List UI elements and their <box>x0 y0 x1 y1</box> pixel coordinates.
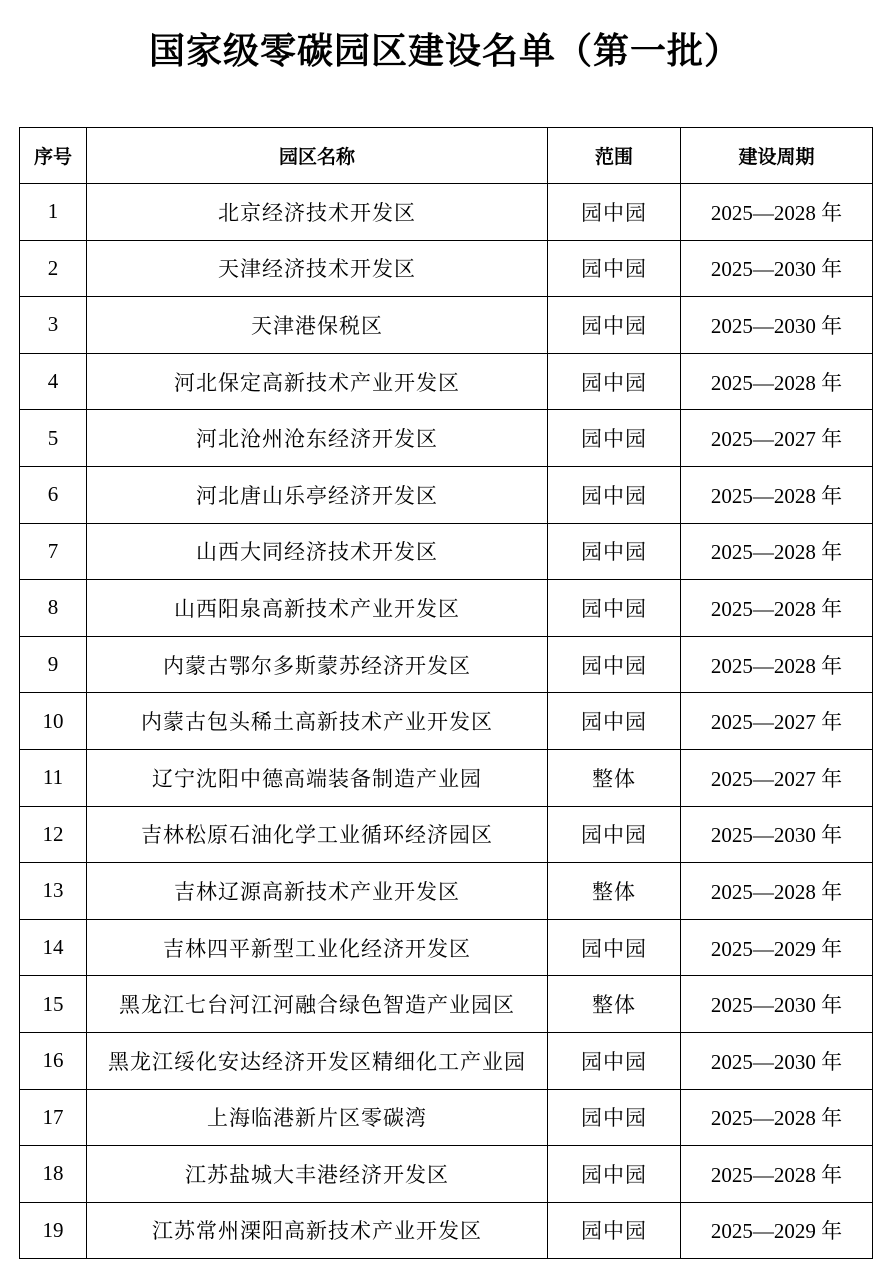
construction-period-cell: 2025—2027 年 <box>681 749 873 806</box>
construction-period-cell: 2025—2028 年 <box>681 580 873 637</box>
scope-cell: 园中园 <box>548 297 681 354</box>
park-name-cell: 河北保定高新技术产业开发区 <box>87 353 548 410</box>
construction-period-cell: 2025—2028 年 <box>681 1089 873 1146</box>
table-row <box>20 806 873 863</box>
scope-cell: 园中园 <box>548 353 681 410</box>
park-name-cell: 江苏盐城大丰港经济开发区 <box>87 1146 548 1203</box>
serial-number-cell: 5 <box>20 410 87 467</box>
construction-period-cell: 2025—2028 年 <box>681 353 873 410</box>
scope-cell: 园中园 <box>548 466 681 523</box>
park-name-cell: 北京经济技术开发区 <box>87 184 548 241</box>
table-row <box>20 693 873 750</box>
park-list-table <box>19 127 873 1259</box>
park-name-cell: 山西阳泉高新技术产业开发区 <box>87 580 548 637</box>
table-row <box>20 410 873 467</box>
construction-period-cell: 2025—2027 年 <box>681 693 873 750</box>
header-construction-period: 建设周期 <box>681 128 873 184</box>
construction-period-cell: 2025—2028 年 <box>681 466 873 523</box>
scope-cell: 园中园 <box>548 410 681 467</box>
page-title: 国家级零碳园区建设名单（第一批） <box>148 31 741 72</box>
scope-cell: 园中园 <box>548 580 681 637</box>
construction-period-cell: 2025—2029 年 <box>681 1202 873 1259</box>
park-name-cell: 内蒙古包头稀土高新技术产业开发区 <box>87 693 548 750</box>
park-name-cell: 上海临港新片区零碳湾 <box>87 1089 548 1146</box>
park-name-cell: 黑龙江绥化安达经济开发区精细化工产业园 <box>87 1032 548 1089</box>
construction-period-cell: 2025—2028 年 <box>681 523 873 580</box>
scope-cell: 园中园 <box>548 184 681 241</box>
scope-cell: 园中园 <box>548 693 681 750</box>
serial-number-cell: 1 <box>20 184 87 241</box>
table-row <box>20 1089 873 1146</box>
construction-period-cell: 2025—2028 年 <box>681 184 873 241</box>
serial-number-cell: 13 <box>20 863 87 920</box>
serial-number-cell: 2 <box>20 240 87 297</box>
serial-number-cell: 7 <box>20 523 87 580</box>
scope-cell: 园中园 <box>548 806 681 863</box>
scope-cell: 园中园 <box>548 1146 681 1203</box>
scope-cell: 园中园 <box>548 1032 681 1089</box>
scope-cell: 园中园 <box>548 636 681 693</box>
table-row <box>20 919 873 976</box>
park-name-cell: 河北沧州沧东经济开发区 <box>87 410 548 467</box>
table-row <box>20 240 873 297</box>
serial-number-cell: 4 <box>20 353 87 410</box>
park-name-cell: 山西大同经济技术开发区 <box>87 523 548 580</box>
park-name-cell: 黑龙江七台河江河融合绿色智造产业园区 <box>87 976 548 1033</box>
construction-period-cell: 2025—2030 年 <box>681 297 873 354</box>
scope-cell: 整体 <box>548 863 681 920</box>
scope-cell: 整体 <box>548 976 681 1033</box>
table-row <box>20 353 873 410</box>
header-park-name: 园区名称 <box>87 128 548 184</box>
serial-number-cell: 10 <box>20 693 87 750</box>
scope-cell: 园中园 <box>548 1089 681 1146</box>
construction-period-cell: 2025—2030 年 <box>681 976 873 1033</box>
park-name-cell: 吉林辽源高新技术产业开发区 <box>87 863 548 920</box>
construction-period-cell: 2025—2030 年 <box>681 806 873 863</box>
park-name-cell: 天津港保税区 <box>87 297 548 354</box>
construction-period-cell: 2025—2030 年 <box>681 1032 873 1089</box>
table-row <box>20 297 873 354</box>
scope-cell: 整体 <box>548 749 681 806</box>
serial-number-cell: 17 <box>20 1089 87 1146</box>
serial-number-cell: 6 <box>20 466 87 523</box>
construction-period-cell: 2025—2030 年 <box>681 240 873 297</box>
construction-period-cell: 2025—2028 年 <box>681 863 873 920</box>
table-row <box>20 466 873 523</box>
park-name-cell: 内蒙古鄂尔多斯蒙苏经济开发区 <box>87 636 548 693</box>
serial-number-cell: 9 <box>20 636 87 693</box>
scope-cell: 园中园 <box>548 919 681 976</box>
construction-period-cell: 2025—2029 年 <box>681 919 873 976</box>
table-header-row <box>20 128 873 184</box>
table-body <box>20 184 873 1259</box>
table-row <box>20 636 873 693</box>
header-scope: 范围 <box>548 128 681 184</box>
park-name-cell: 吉林四平新型工业化经济开发区 <box>87 919 548 976</box>
table-row <box>20 523 873 580</box>
serial-number-cell: 14 <box>20 919 87 976</box>
scope-cell: 园中园 <box>548 523 681 580</box>
park-name-cell: 河北唐山乐亭经济开发区 <box>87 466 548 523</box>
serial-number-cell: 19 <box>20 1202 87 1259</box>
construction-period-cell: 2025—2028 年 <box>681 636 873 693</box>
serial-number-cell: 8 <box>20 580 87 637</box>
table-row <box>20 749 873 806</box>
table-row <box>20 976 873 1033</box>
table-row <box>20 863 873 920</box>
table-row <box>20 1202 873 1259</box>
table-row <box>20 184 873 241</box>
park-name-cell: 天津经济技术开发区 <box>87 240 548 297</box>
serial-number-cell: 18 <box>20 1146 87 1203</box>
table-row <box>20 1146 873 1203</box>
table-row <box>20 580 873 637</box>
park-name-cell: 江苏常州溧阳高新技术产业开发区 <box>87 1202 548 1259</box>
serial-number-cell: 16 <box>20 1032 87 1089</box>
serial-number-cell: 11 <box>20 749 87 806</box>
scope-cell: 园中园 <box>548 240 681 297</box>
serial-number-cell: 15 <box>20 976 87 1033</box>
construction-period-cell: 2025—2027 年 <box>681 410 873 467</box>
serial-number-cell: 3 <box>20 297 87 354</box>
park-name-cell: 吉林松原石油化学工业循环经济园区 <box>87 806 548 863</box>
header-serial-number: 序号 <box>20 128 87 184</box>
construction-period-cell: 2025—2028 年 <box>681 1146 873 1203</box>
scope-cell: 园中园 <box>548 1202 681 1259</box>
park-name-cell: 辽宁沈阳中德高端装备制造产业园 <box>87 749 548 806</box>
serial-number-cell: 12 <box>20 806 87 863</box>
table-row <box>20 1032 873 1089</box>
